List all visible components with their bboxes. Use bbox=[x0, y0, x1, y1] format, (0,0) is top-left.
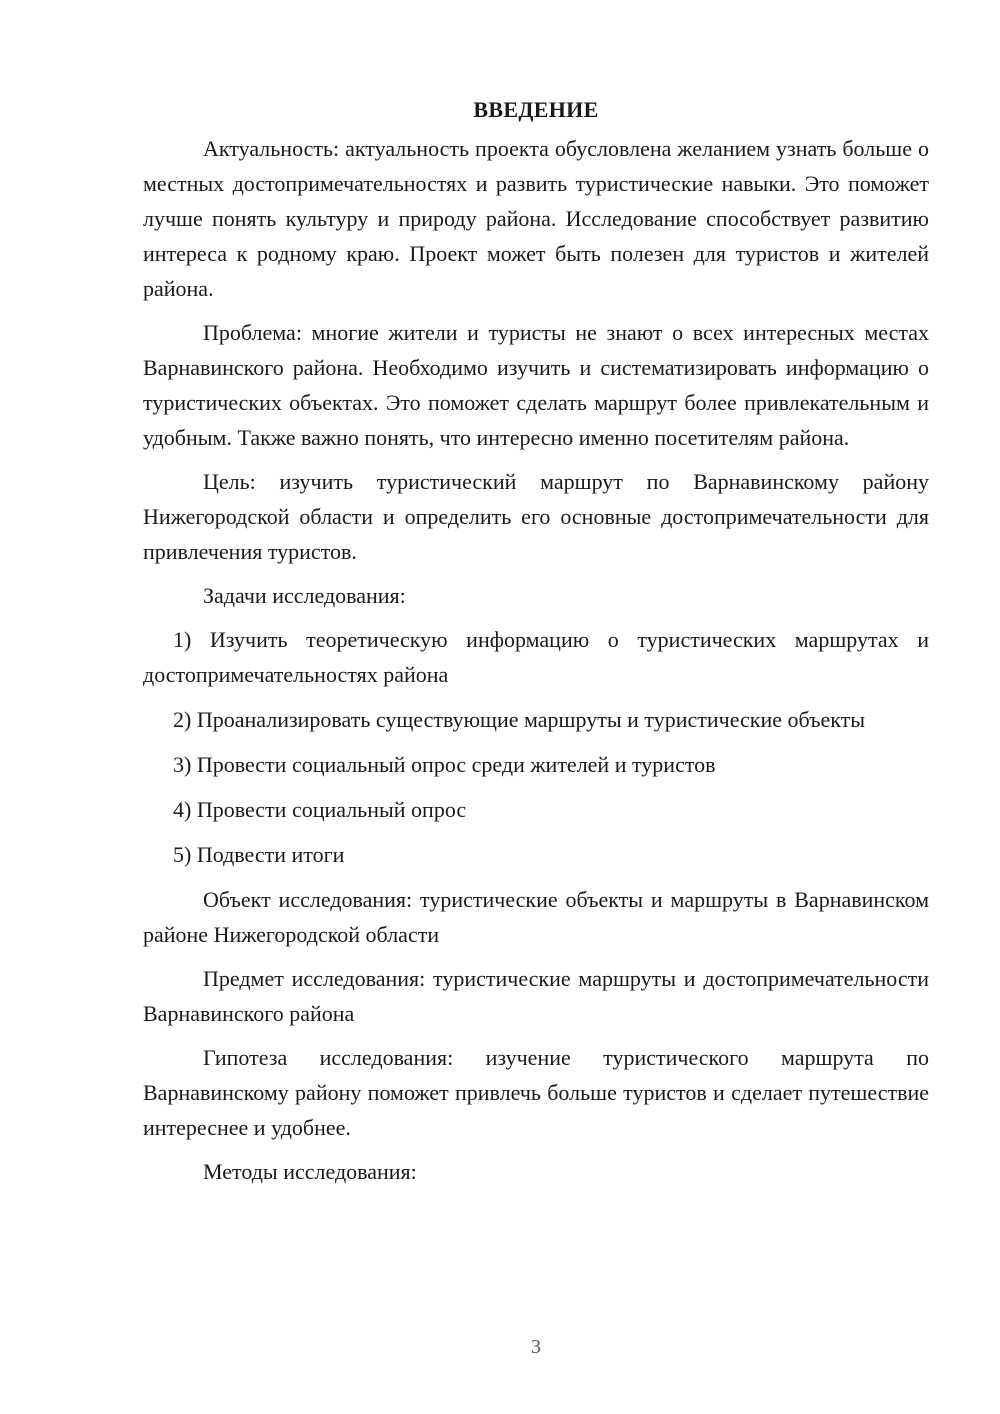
section-title: ВВЕДЕНИЕ bbox=[473, 97, 599, 122]
page-content bbox=[143, 95, 929, 1198]
object-paragraph: Объект исследования: туристические объекты и маршруты в Варнавинском районе Нижегородской области bbox=[143, 887, 929, 947]
task-item-1: 1) Изучить теоретическую информацию о туристических маршрутах и достопримечательностях района bbox=[143, 627, 929, 687]
relevance-paragraph: Актуальность: актуальность проекта обусловлена желанием узнать больше о местных достопримечательностях и развить туристические навыки. Это поможет лучше понять культуру и природу района. Исследование способствует развитию интереса к родному краю. Проект может быть полезен для туристов и жителей района. bbox=[143, 136, 929, 301]
task-item-3: 3) Провести социальный опрос среди жителей и туристов bbox=[173, 752, 716, 777]
methods-heading: Методы исследования: bbox=[203, 1159, 417, 1184]
goal-paragraph: Цель: изучить туристический маршрут по Варнавинскому району Нижегородской области и определить его основные достопримечательности для привлечения туристов. bbox=[143, 469, 929, 564]
hypothesis-paragraph: Гипотеза исследования: изучение туристического маршрута по Варнавинскому району поможет привлечь больше туристов и сделает путешествие интереснее и удобнее. bbox=[143, 1045, 929, 1140]
tasks-heading: Задачи исследования: bbox=[203, 583, 406, 608]
task-item-5: 5) Подвести итоги bbox=[173, 842, 345, 867]
task-item-2: 2) Проанализировать существующие маршруты и туристические объекты bbox=[173, 707, 866, 732]
problem-paragraph: Проблема: многие жители и туристы не знают о всех интересных местах Варнавинского района. Необходимо изучить и систематизировать информацию о туристических объектах. Это поможет сделать маршрут более привлекательным и удобным. Также важно понять, что интересно именно посетителям района. bbox=[143, 320, 929, 450]
page-number: 3 bbox=[531, 1336, 541, 1358]
subject-paragraph: Предмет исследования: туристические маршруты и достопримечательности Варнавинского района bbox=[143, 966, 929, 1026]
task-item-4: 4) Провести социальный опрос bbox=[173, 797, 467, 822]
